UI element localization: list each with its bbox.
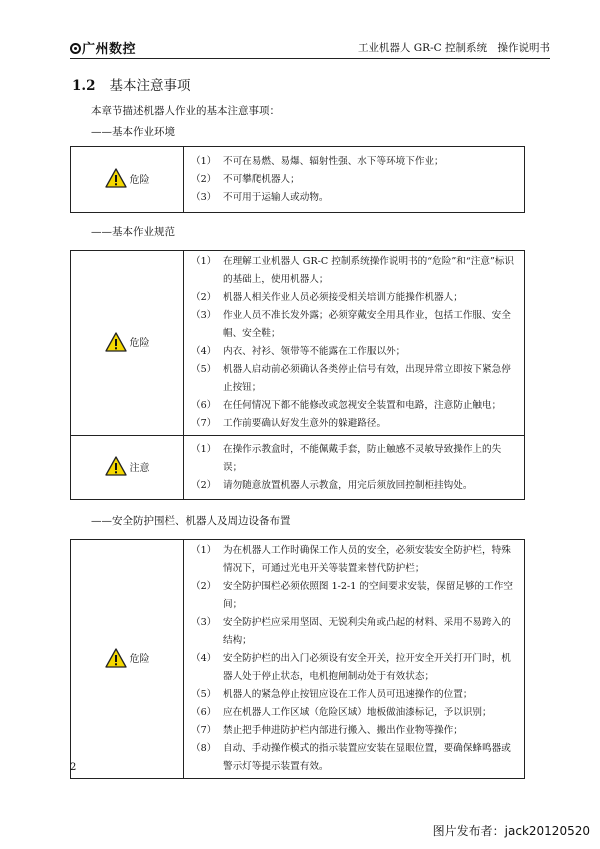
fence-table [70, 539, 525, 779]
document-title: 工业机器人 GR-C 控制系统 操作说明书 [357, 42, 550, 54]
norms-danger-items [184, 251, 525, 436]
danger-label-cell [71, 251, 184, 436]
norms-caution-items [184, 436, 525, 500]
list-item: （7） 工作前要确认好发生意外的躲避路径。 [191, 418, 387, 429]
section-number: 1.2 [72, 78, 96, 94]
environment-table [70, 146, 525, 213]
section-title-text: 基本注意事项 [109, 78, 191, 94]
danger-label: 危险 [129, 654, 150, 665]
list-item: （2） 不可攀爬机器人； [191, 173, 300, 185]
subhead-norms: ——基本作业规范 [91, 226, 175, 238]
list-item: （2） 安全防护围栏必须依照图 1-2-1 的空间要求安装，保留足够的工作空间； [191, 581, 513, 610]
warning-triangle-icon [105, 648, 127, 668]
warning-triangle-icon [105, 332, 127, 352]
list-item: （7） 禁止把手伸进防护栏内部进行搬入、搬出作业物等操作； [191, 725, 463, 736]
danger-label: 危险 [129, 174, 150, 186]
warning-triangle-icon [105, 456, 127, 476]
list-item: （6） 在任何情况下都不能修改或忽视安全装置和电路，注意防止触电； [191, 400, 502, 411]
list-item: （1） 不可在易燃、易爆、辐射性强、水下等环境下作业； [191, 155, 444, 167]
list-item: （5） 机器人的紧急停止按钮应设在工作人员可迅速操作的位置； [191, 689, 473, 700]
page-header [70, 38, 550, 59]
list-item: （6） 应在机器人工作区域（危险区域）地板做油漆标记，予以识别； [191, 707, 492, 718]
danger-label: 危险 [129, 338, 150, 349]
intro-text: 本章节描述机器人作业的基本注意事项： [91, 105, 280, 117]
caution-label-cell [71, 436, 184, 500]
list-item: （1） 在操作示教盒时，不能佩戴手套，防止触感不灵敏导致操作上的失误； [191, 443, 502, 473]
list-item: （4） 安全防护栏的出入门必须设有安全开关，拉开安全开关打开门时，机器人处于停止状态，电机抱闸制动处于有效状态； [191, 653, 511, 682]
list-item: （5） 机器人启动前必须确认各类停止信号有效，出现异常立即按下紧急停止按钮； [191, 364, 511, 393]
subhead-environment: ——基本作业环境 [91, 126, 175, 138]
norms-table [70, 250, 525, 500]
danger-label-cell [71, 540, 184, 779]
caution-label: 注意 [129, 462, 150, 474]
logo-text: 广州数控 [82, 42, 137, 57]
list-item: （2） 机器人相关作业人员必须接受相关培训方能操作机器人； [191, 292, 463, 303]
list-item: （3） 不可用于运输人或动物。 [191, 191, 329, 203]
list-item: （1） 在理解工业机器人 GR-C 控制系统操作说明书的“危险”和“注意”标识的基础上，使用机器人； [191, 256, 515, 285]
subhead-fence: ——安全防护围栏、机器人及周边设备布置 [91, 515, 291, 527]
list-item: （2） 请勿随意放置机器人示教盒，用完后须放回控制柜挂钩处。 [191, 479, 473, 491]
list-item: （8） 自动、手动操作模式的指示装置应安装在显眼位置，要确保蜂鸣器或警示灯等提示装置有效。 [191, 743, 511, 772]
list-item: （3） 作业人员不准长发外露；必须穿戴安全用具作业，包括工作服、安全帽、安全鞋； [191, 310, 511, 339]
logo-mark-icon [70, 43, 81, 54]
list-item: （1） 为在机器人工作时确保工作人员的安全，必须安装安全防护栏，特殊情况下，可通过光电开关等装置来替代防护栏； [191, 545, 511, 574]
list-item: （3） 安全防护栏应采用坚固、无锐利尖角或凸起的材料、采用不易跨入的结构； [191, 617, 511, 646]
environment-items [184, 147, 525, 213]
danger-label-cell [71, 147, 184, 213]
publisher-watermark: 图片发布者：jack20120520 [432, 824, 590, 838]
page-number: 2 [70, 762, 77, 773]
warning-triangle-icon [105, 168, 127, 188]
company-logo [70, 38, 136, 57]
fence-items [184, 540, 525, 779]
list-item: （4） 内衣、衬衫、领带等不能露在工作服以外； [191, 346, 406, 357]
section-title [72, 74, 191, 94]
